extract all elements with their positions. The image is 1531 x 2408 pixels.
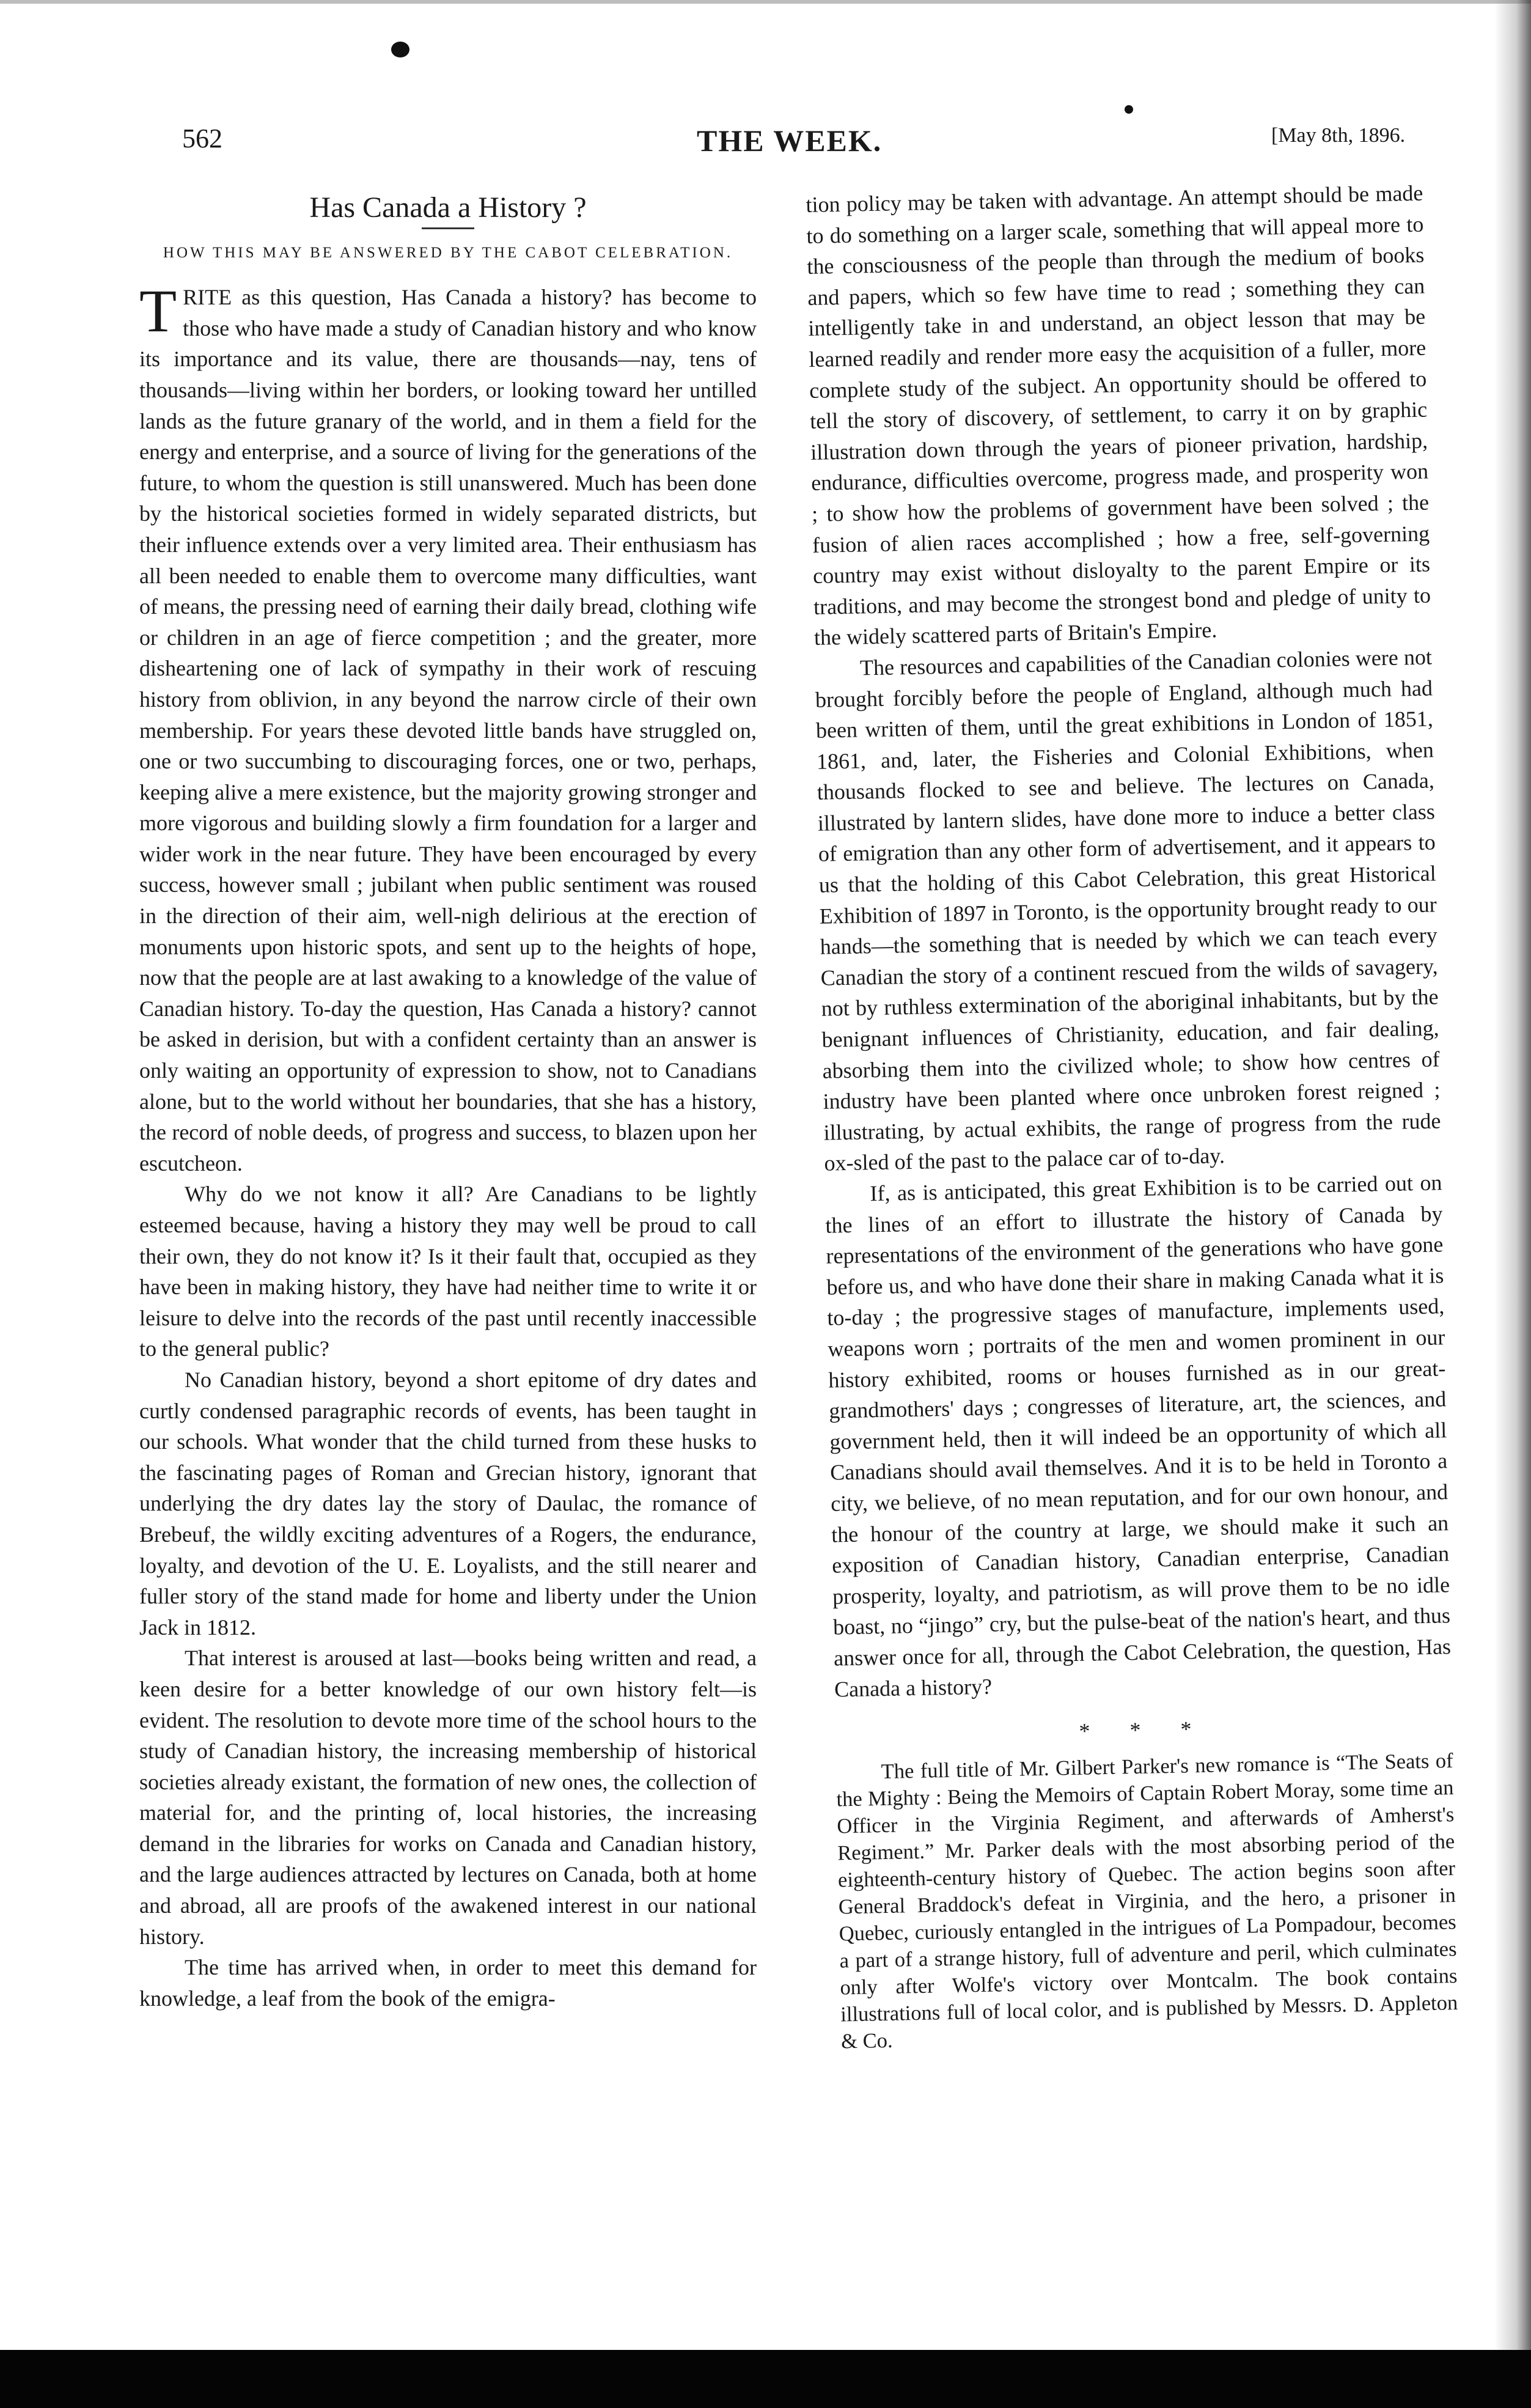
- issue-date: [May 8th, 1896.: [1271, 124, 1406, 147]
- ink-dot: [1125, 105, 1133, 114]
- article-column-right: [806, 178, 1458, 2055]
- paragraph: That interest is aroused at last—books being written and read, a keen desire for a better knowledge of our own history felt—is evident. The resolution to devote more time of the school hours to the study of Canadian history, the increasing membership of historical societies already existant, the formation of new ones, the collection of material for, and the printing of, local histories, the increasing demand in the libraries for works on Canada and Canadian history, and the large audiences attracted by lectures on Canada, both at home and abroad, all are proofs of the awakened interest in our national history.: [139, 1646, 757, 1949]
- masthead: THE WEEK.: [697, 123, 883, 158]
- paragraph: tion policy may be taken with advantage. An attempt should be made to do something on a larger scale, something that will appeal more to the consciousness of the people than through the medium of books and papers, which so few have time to read ; something they can intelligently take in and understand, an object lesson that may be learned readily and render more easy the acquisition of a fuller, more complete study of the subject. An opportunity should be offered to tell the story of discovery, of settlement, to carry it on by graphic illustration down through the years of pioneer privation, hardship, endurance, difficulties overcome, progress made, and prosperity won ; to show how the problems of government have been solved ; the fusion of alien races accomplished ; how a free, self-governing country may exist without disloyalty to the parent Empire or its traditions, and may become the strongest bond and pledge of unity to the widely scattered parts of Britain's Empire.: [806, 180, 1431, 650]
- drop-cap: T: [139, 277, 177, 345]
- title-rule: [422, 227, 474, 229]
- paragraph: TRITE as this question, Has Canada a history? has become to those who have made a study of Canadian history and who know its importance and its value, there are thousands—nay, tens of thousands—living within her borders, or looking toward her untilled lands as the future granary of the world, and in them a field for the energy and enterprise, and a source of living for the generations of the future, to whom the question is still unanswered. Much has been done by the historical societies formed in widely separated districts, but their influence extends over a very limited area. Their enthusiasm has all been needed to enable them to overcome many difficulties, want of means, the pressing need of earning their daily bread, clothing wife or children in an age of fierce competition ; and the greater, more disheartening one of lack of sympathy in their work of rescuing history from oblivion, in any beyond the narrow circle of their own membership. For years these devoted little bands have struggled on, one or two succumbing to discouraging forces, one or two, perhaps, keeping alive a mere existence, but the majority growing stronger and more vigorous and building slowly a firm foundation for a larger and wider work in the near future. They have been encouraged by every success, however small ; jubilant when public sentiment was roused in the direction of their aim, well-nigh delirious at the erection of monuments upon historic spots, and sent up to the heights of hope, now that the people are at last awaking to a knowledge of the value of Canadian history. To-day the question, Has Canada a history? cannot be asked in derision, but with a confident certainty than an answer is only waiting an opportunity of expression to show, not to Canadians alone, but to the world without her boundaries, that she has a history, the record of noble deeds, of progress and success, to blazen upon her escutcheon.: [139, 277, 757, 1176]
- paragraph: The resources and capabilities of the Canadian colonies were not brought forcibly before the people of England, although much had been written of them, until the great exhibitions in London of 1851, 1861, and, later, the Fisheries and Colonial Exhibitions, when thousands flocked to see and believe. The lectures on Canada, illustrated by lantern slides, have done more to induce a better class of emigration than any other form of advertisement, and it appears to us that the holding of this Cabot Celebration, this great Historical Exhibition of 1897 in Toronto, is the opportunity brought ready to our hands—the something that is needed by which we can teach every Canadian the story of a continent rescued from the wilds of savagery, not by ruthless extermination of the aboriginal inhabitants, but by the benignant influences of Christianity, education, and fair dealing, absorbing them into the civilized whole; to show how centres of industry have been planted where once unbroken forest reigned ; illustrating, by actual exhibits, the range of progress from the rude ox-sled of the past to the palace car of to-day.: [815, 644, 1441, 1176]
- book-note: The full title of Mr. Gilbert Parker's new romance is “The Seats of the Mighty : Being the Memoirs of Captain Robert Moray, some time an Officer in the Virginia Regiment, and afterwards of Amherst's Regiment.” Mr. Parker deals with the most absorbing period of the eighteenth-century history of Quebec. The action begins soon after General Braddock's defeat in Virginia, and the hero, a prisoner in Quebec, curiously entangled in the intrigues of La Pompadour, becomes a part of a strange history, full of adventure and peril, which culminates only after Wolfe's victory over Montcalm. The book contains illustrations full of local color, and is published by Messrs. D. Appleton & Co.: [836, 1748, 1458, 2053]
- article-title: Has Canada a History ?: [309, 191, 587, 224]
- paragraph: Why do we not know it all? Are Canadians to be lightly esteemed because, having a history they may well be proud to call their own, they do not know it? Is it their fault that, occupied as they have been in making history, they have had neither time to write it or leisure to delve into the records of the past until recently inaccessible to the general public?: [139, 1182, 757, 1361]
- section-separator: * * *: [1079, 1716, 1209, 1743]
- paragraph: If, as is anticipated, this great Exhibition is to be carried out on the lines of an effort to illustrate the history of Canada by representations of the environment of the generations who have gone before us, and who have done their share in making Canada what it is to-day ; the progressive stages of manufacture, implements used, weapons worn ; portraits of the men and women prominent in our history exhibited, rooms or houses furnished as in our great-grandmothers' days ; congresses of literature, art, the sciences, and government held, then it will indeed be an opportunity of which all Canadians should avail themselves. And it is to be held in Toronto a city, we believe, of no mean reputation, and for our own honour, and the honour of the country at large, we should make it such an exposition of Canadian history, Canadian enterprise, Canadian prosperity, loyalty, and patriotism, as will prove them to be no idle boast, no “jingo” cry, but the pulse-beat of the nation's heart, and thus answer once for all, through the Cabot Celebration, the question, Has Canada a history?: [825, 1170, 1452, 1702]
- paragraph: No Canadian history, beyond a short epitome of dry dates and curtly condensed paragraphic records of events, has been taught in our schools. What wonder that the child turned from these husks to the fascinating pages of Roman and Grecian history, ignorant that underlying the dry dates lay the story of Daulac, the romance of Brebeuf, the wildly exciting adventures of a Rogers, the endurance, loyalty, and devotion of the U. E. Loyalists, and the still nearer and fuller story of the stand made for home and liberty under the Union Jack in 1812.: [139, 1367, 757, 1640]
- article-subtitle: HOW THIS MAY BE ANSWERED BY THE CABOT CELEBRATION.: [163, 244, 733, 261]
- article-column-left: [139, 193, 757, 2014]
- ink-blot: [391, 42, 409, 57]
- scan-top-edge: [0, 0, 1531, 4]
- scan-page-edge: [1494, 0, 1531, 2350]
- scan-bottom-border: [0, 2350, 1531, 2408]
- paragraph: The time has arrived when, in order to meet this demand for knowledge, a leaf from the book of the emigra-: [139, 1955, 757, 2011]
- page-number: 562: [182, 123, 222, 153]
